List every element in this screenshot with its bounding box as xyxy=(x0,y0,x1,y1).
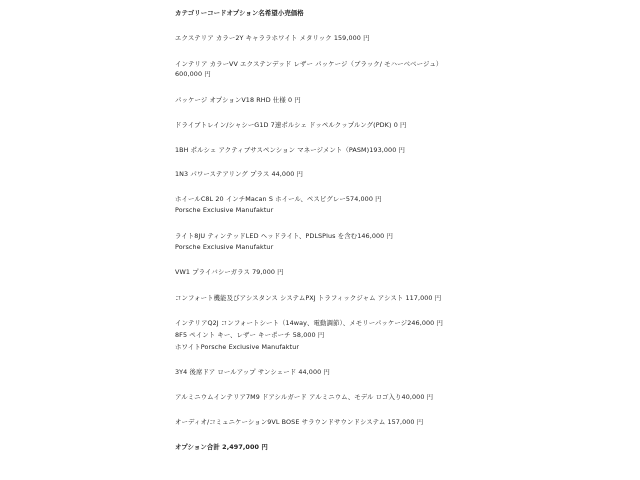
entry-9-line-1: VW1 プライバシーガラス 79,000 円 xyxy=(175,268,284,276)
entry-1-line-1: エクステリア カラー2Y キャララホワイト メタリック 159,000 円 xyxy=(175,34,370,42)
entry-11-line-3: ホワイトPorsche Exclusive Manufaktur xyxy=(175,343,300,351)
entry-11-line-2: 8F5 ペイント キー、レザー キーポーチ 58,000 円 xyxy=(175,331,325,339)
entry-12-line-1: 3Y4 後席ドア ロールアップ サンシェード 44,000 円 xyxy=(175,368,330,376)
entry-8-line-2: Porsche Exclusive Manufaktur xyxy=(175,243,274,251)
entry-5-line-1: 1BH ポルシェ アクティブサスペンション マネージメント（PASM)193,000 円 xyxy=(175,146,405,154)
entry-11-line-1: インテリアQ2J コンフォートシート（14way、電動調節）、メモリーパッケージ246,000 円 xyxy=(175,319,443,327)
header-line: カテゴリーコードオプション名希望小売価格 xyxy=(175,9,304,17)
entry-7-line-2: Porsche Exclusive Manufaktur xyxy=(175,206,274,214)
total-line: オプション合計 2,497,000 円 xyxy=(175,443,268,451)
entry-13-line-1: アルミニウムインテリア7M9 ドアシルガード アルミニウム、モデル ロゴ入り40,000 円 xyxy=(175,393,434,401)
entry-14-line-1: オーディオ/コミュニケーション9VL BOSE サラウンドサウンドシステム 157,000 円 xyxy=(175,418,424,426)
entry-10-line-1: コンフォート機能及びアシスタンス システムPXJ トラフィックジャム アシスト 117,000 円 xyxy=(175,294,442,302)
entry-2-line-1: インテリア カラーVV エクステンデッド レザー パッケージ（ブラック/ モハーベベージュ） xyxy=(175,60,443,68)
entry-4-line-1: ドライブトレイン/シャシーG1D 7速ポルシェ ドッペルクップルング(PDK) 0 円 xyxy=(175,121,407,129)
entry-2-line-2: 600,000 円 xyxy=(175,70,211,78)
entry-6-line-1: 1N3 パワーステアリング プラス 44,000 円 xyxy=(175,170,304,178)
entry-3-line-1: パッケージ オプションV18 RHD 仕様 0 円 xyxy=(175,96,301,104)
entry-7-line-1: ホイールC8L 20 インチMacan S ホイール、ペスビグレー574,000 円 xyxy=(175,195,382,203)
entry-8-line-1: ライト8JU ティンテッドLED ヘッドライト、PDLSPlus を含む146,000 円 xyxy=(175,232,393,240)
